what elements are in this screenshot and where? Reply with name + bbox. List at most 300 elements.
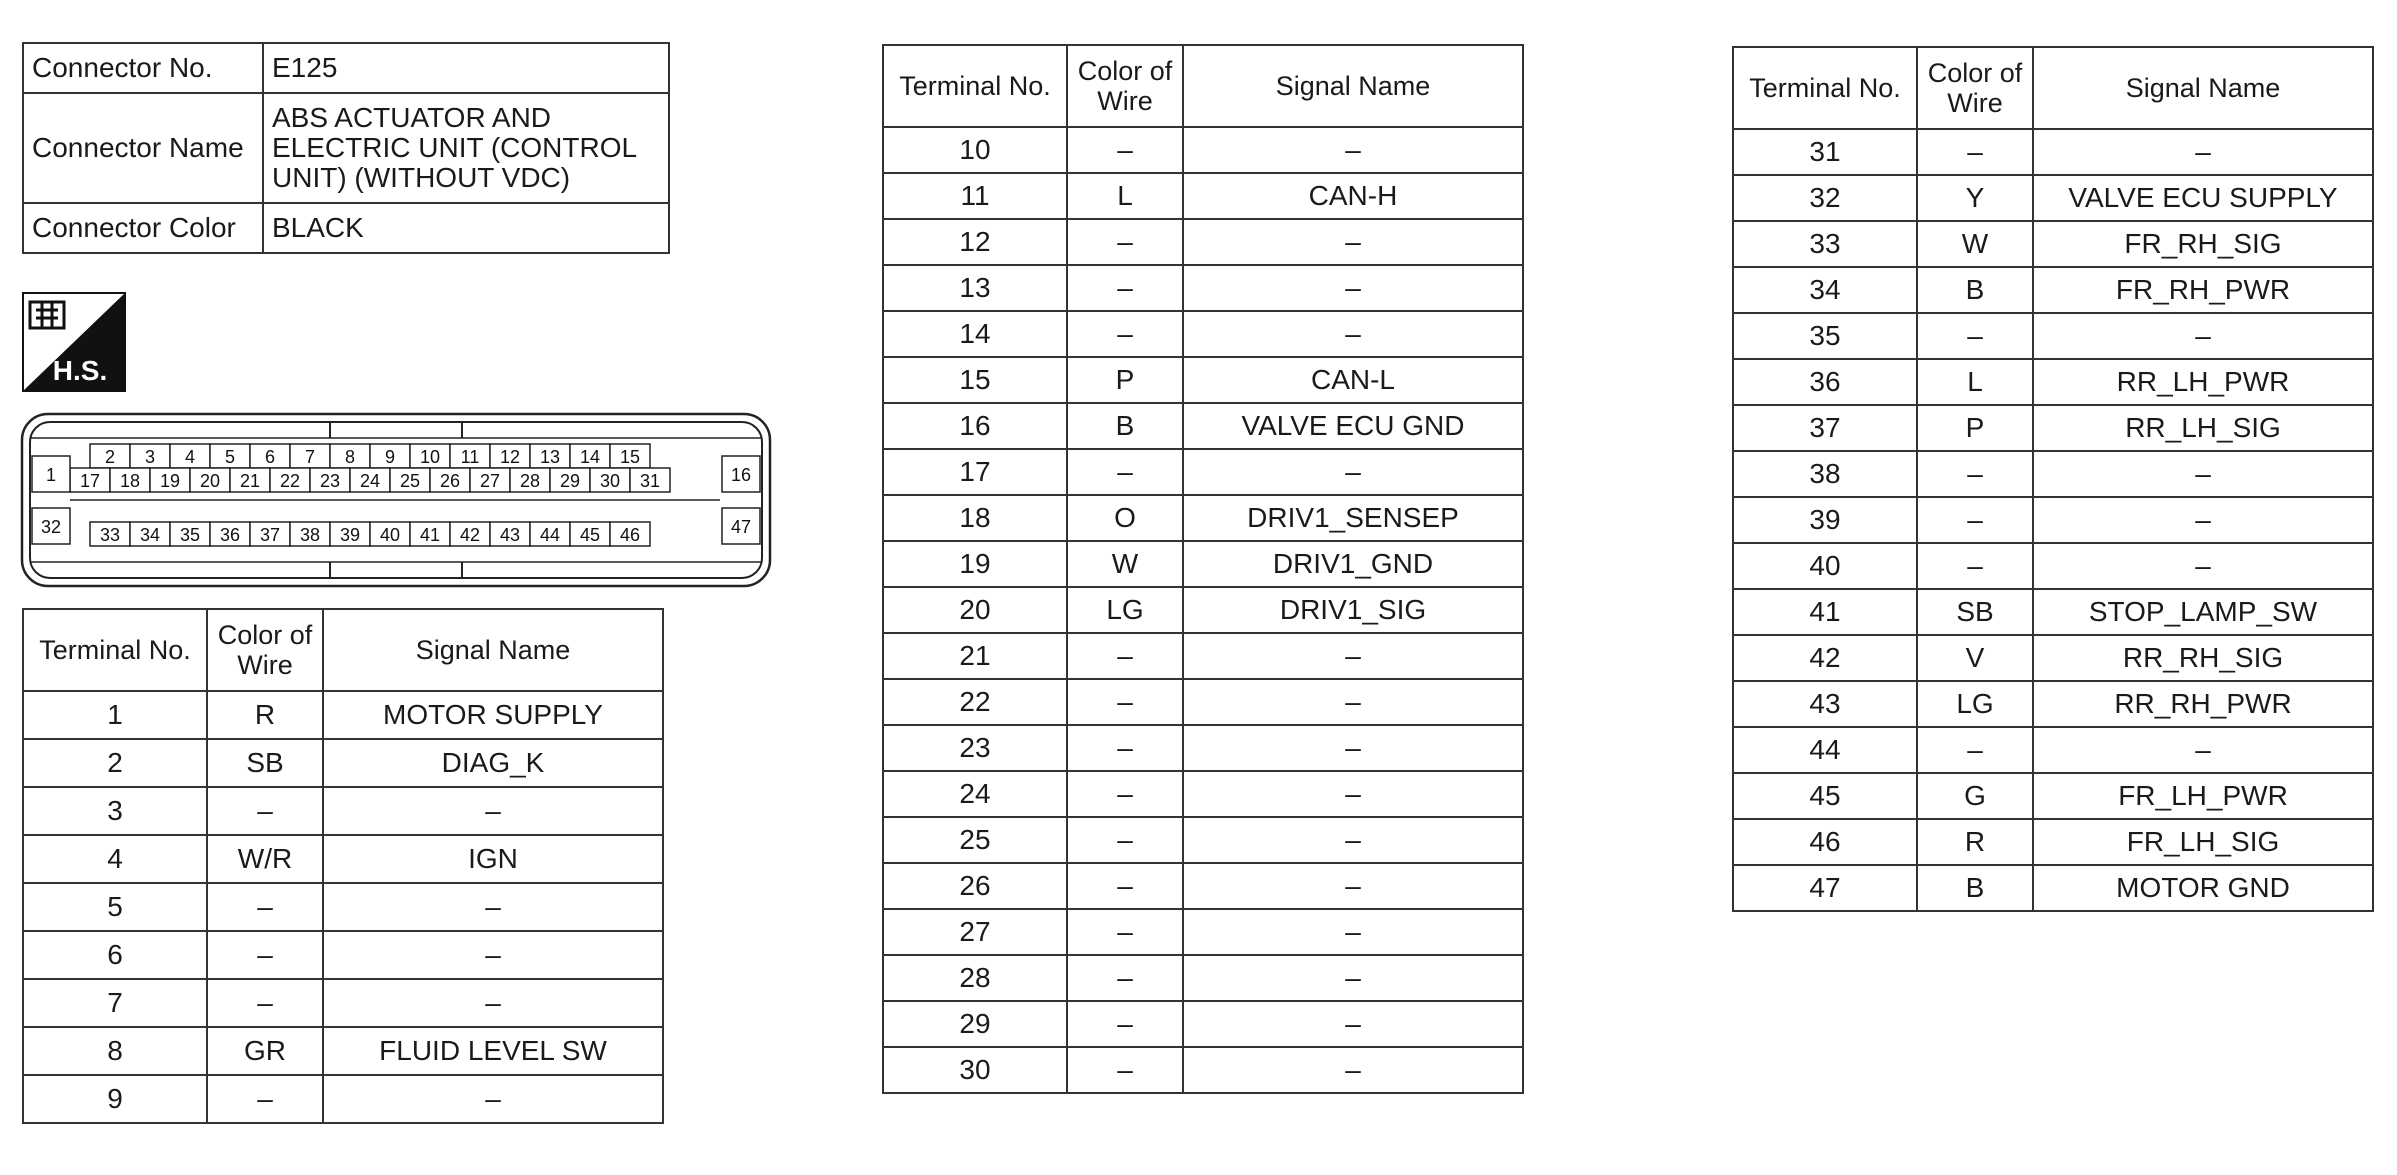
signal-name-cell: – xyxy=(323,883,663,931)
pin-number: 46 xyxy=(619,525,641,545)
pin-number: 44 xyxy=(539,525,561,545)
table-row xyxy=(883,771,1523,817)
wire-color-header: Color of Wire xyxy=(1917,47,2033,129)
signal-name-cell: MOTOR SUPPLY xyxy=(323,691,663,739)
terminal-table-1 xyxy=(22,608,664,1124)
pin-number: 5 xyxy=(224,447,236,467)
terminal-no-cell: 43 xyxy=(1733,681,1917,727)
pin-number: 7 xyxy=(304,447,316,467)
signal-name-cell: VALVE ECU GND xyxy=(1183,403,1523,449)
signal-name-cell: – xyxy=(2033,727,2373,773)
signal-name-cell: – xyxy=(1183,679,1523,725)
pin-number: 23 xyxy=(319,471,341,491)
connector-pin xyxy=(32,456,70,492)
terminal-no-cell: 36 xyxy=(1733,359,1917,405)
terminal-no-cell: 24 xyxy=(883,771,1067,817)
terminal-no-cell: 14 xyxy=(883,311,1067,357)
signal-name-cell: FR_RH_PWR xyxy=(2033,267,2373,313)
table-row xyxy=(883,1001,1523,1047)
table-row xyxy=(1733,635,2373,681)
signal-name-cell: FLUID LEVEL SW xyxy=(323,1027,663,1075)
table-header-row xyxy=(23,609,663,691)
table-header-row xyxy=(883,45,1523,127)
signal-name-cell: – xyxy=(1183,449,1523,495)
wire-color-cell: SB xyxy=(1917,589,2033,635)
table-row xyxy=(883,541,1523,587)
table-row xyxy=(1733,451,2373,497)
connector-name-row xyxy=(23,93,669,203)
wire-color-cell: P xyxy=(1067,357,1183,403)
signal-name-header: Signal Name xyxy=(1183,45,1523,127)
pin-number: 28 xyxy=(519,471,541,491)
wire-color-cell: – xyxy=(207,787,323,835)
wire-color-cell: B xyxy=(1917,865,2033,911)
terminal-no-cell: 15 xyxy=(883,357,1067,403)
terminal-no-cell: 40 xyxy=(1733,543,1917,589)
pin-number: 36 xyxy=(219,525,241,545)
connector-pin xyxy=(510,468,550,492)
terminal-no-cell: 29 xyxy=(883,1001,1067,1047)
pin-number: 16 xyxy=(730,465,752,485)
wire-color-cell: – xyxy=(1067,311,1183,357)
connector-pin xyxy=(610,522,650,546)
table-row xyxy=(883,863,1523,909)
terminal-no-cell: 6 xyxy=(23,931,207,979)
table-row xyxy=(883,265,1523,311)
connector-pin xyxy=(250,522,290,546)
table-row xyxy=(1733,175,2373,221)
connector-pin xyxy=(290,522,330,546)
pin-number: 38 xyxy=(299,525,321,545)
wire-color-header: Color of Wire xyxy=(207,609,323,691)
wire-color-cell: – xyxy=(1067,955,1183,1001)
wire-color-cell: – xyxy=(1067,127,1183,173)
connector-pin xyxy=(490,522,530,546)
pin-number: 40 xyxy=(379,525,401,545)
terminal-no-cell: 20 xyxy=(883,587,1067,633)
signal-name-cell: DRIV1_GND xyxy=(1183,541,1523,587)
terminal-no-cell: 38 xyxy=(1733,451,1917,497)
table-row xyxy=(23,691,663,739)
terminal-no-cell: 47 xyxy=(1733,865,1917,911)
connector-pin xyxy=(610,444,650,468)
table-row xyxy=(23,787,663,835)
terminal-no-cell: 2 xyxy=(23,739,207,787)
signal-name-cell: FR_LH_PWR xyxy=(2033,773,2373,819)
signal-name-cell: – xyxy=(323,787,663,835)
connector-pin xyxy=(90,522,130,546)
wire-color-cell: B xyxy=(1917,267,2033,313)
pin-number: 13 xyxy=(539,447,561,467)
connector-pin xyxy=(70,468,110,492)
signal-name-header: Signal Name xyxy=(323,609,663,691)
table-row xyxy=(883,725,1523,771)
signal-name-cell: – xyxy=(2033,543,2373,589)
wire-color-cell: – xyxy=(1917,451,2033,497)
wire-color-cell: – xyxy=(1067,633,1183,679)
wire-color-cell: – xyxy=(1917,543,2033,589)
signal-name-cell: – xyxy=(1183,817,1523,863)
wire-color-cell: – xyxy=(1067,265,1183,311)
wire-color-cell: O xyxy=(1067,495,1183,541)
connector-pin xyxy=(250,444,290,468)
table-row xyxy=(883,495,1523,541)
pin-number: 22 xyxy=(279,471,301,491)
wire-color-cell: Y xyxy=(1917,175,2033,221)
signal-name-cell: STOP_LAMP_SW xyxy=(2033,589,2373,635)
terminal-no-cell: 30 xyxy=(883,1047,1067,1093)
table-row xyxy=(1733,221,2373,267)
signal-name-cell: DRIV1_SIG xyxy=(1183,587,1523,633)
signal-name-cell: – xyxy=(1183,909,1523,955)
wire-color-cell: – xyxy=(207,883,323,931)
connector-pin xyxy=(570,522,610,546)
signal-name-cell: – xyxy=(1183,771,1523,817)
pin-number: 21 xyxy=(239,471,261,491)
wire-color-cell: L xyxy=(1067,173,1183,219)
pin-number: 10 xyxy=(419,447,441,467)
terminal-no-cell: 1 xyxy=(23,691,207,739)
connector-pin xyxy=(150,468,190,492)
wire-color-cell: – xyxy=(1067,219,1183,265)
pin-number: 42 xyxy=(459,525,481,545)
terminal-no-cell: 4 xyxy=(23,835,207,883)
wire-color-cell: – xyxy=(1067,679,1183,725)
connector-pin xyxy=(290,444,330,468)
pin-number: 26 xyxy=(439,471,461,491)
connector-pin xyxy=(270,468,310,492)
signal-name-cell: – xyxy=(323,979,663,1027)
table-row xyxy=(23,1027,663,1075)
connector-pin xyxy=(310,468,350,492)
connector-pin xyxy=(530,444,570,468)
wire-color-cell: – xyxy=(1067,771,1183,817)
table-header-row xyxy=(1733,47,2373,129)
pin-number: 43 xyxy=(499,525,521,545)
connector-pin xyxy=(590,468,630,492)
signal-name-cell: – xyxy=(1183,265,1523,311)
wire-color-cell: – xyxy=(1067,863,1183,909)
signal-name-cell: RR_RH_PWR xyxy=(2033,681,2373,727)
wire-color-cell: LG xyxy=(1067,587,1183,633)
signal-name-cell: – xyxy=(2033,313,2373,359)
signal-name-cell: CAN-H xyxy=(1183,173,1523,219)
connector-pin xyxy=(330,522,370,546)
wire-color-cell: B xyxy=(1067,403,1183,449)
terminal-no-cell: 17 xyxy=(883,449,1067,495)
table-row xyxy=(883,955,1523,1001)
wire-color-cell: V xyxy=(1917,635,2033,681)
table-row xyxy=(1733,681,2373,727)
pin-number: 32 xyxy=(40,517,62,537)
signal-name-cell: – xyxy=(2033,129,2373,175)
table-row xyxy=(1733,773,2373,819)
pin-number: 4 xyxy=(184,447,196,467)
terminal-no-cell: 46 xyxy=(1733,819,1917,865)
table-row xyxy=(23,835,663,883)
pin-number: 31 xyxy=(639,471,661,491)
pin-number: 8 xyxy=(344,447,356,467)
connector-pin xyxy=(110,468,150,492)
wire-color-cell: – xyxy=(1067,817,1183,863)
terminal-no-cell: 12 xyxy=(883,219,1067,265)
signal-name-cell: – xyxy=(1183,1001,1523,1047)
connector-pin xyxy=(430,468,470,492)
terminal-no-header: Terminal No. xyxy=(1733,47,1917,129)
wire-color-cell: R xyxy=(1917,819,2033,865)
terminal-no-cell: 9 xyxy=(23,1075,207,1123)
terminal-no-cell: 7 xyxy=(23,979,207,1027)
connector-pin xyxy=(130,444,170,468)
table-row xyxy=(883,817,1523,863)
signal-name-cell: – xyxy=(2033,451,2373,497)
pin-number: 41 xyxy=(419,525,441,545)
terminal-no-cell: 22 xyxy=(883,679,1067,725)
wire-color-cell: – xyxy=(1067,1047,1183,1093)
signal-name-header: Signal Name xyxy=(2033,47,2373,129)
pin-number: 27 xyxy=(479,471,501,491)
table-row xyxy=(883,633,1523,679)
terminal-no-header: Terminal No. xyxy=(23,609,207,691)
wire-color-cell: LG xyxy=(1917,681,2033,727)
terminal-no-cell: 41 xyxy=(1733,589,1917,635)
wire-color-cell: – xyxy=(1917,497,2033,543)
pin-number: 30 xyxy=(599,471,621,491)
signal-name-cell: RR_RH_SIG xyxy=(2033,635,2373,681)
connector-no-row xyxy=(23,43,669,93)
terminal-no-cell: 35 xyxy=(1733,313,1917,359)
terminal-no-cell: 42 xyxy=(1733,635,1917,681)
table-row xyxy=(883,127,1523,173)
table-row xyxy=(1733,497,2373,543)
connector-pin xyxy=(410,522,450,546)
wire-color-cell: – xyxy=(1917,129,2033,175)
pin-number: 29 xyxy=(559,471,581,491)
signal-name-cell: IGN xyxy=(323,835,663,883)
table-row xyxy=(23,931,663,979)
table-row xyxy=(883,219,1523,265)
terminal-no-cell: 25 xyxy=(883,817,1067,863)
table-row xyxy=(883,357,1523,403)
table-row xyxy=(23,979,663,1027)
table-row xyxy=(1733,589,2373,635)
terminal-no-cell: 33 xyxy=(1733,221,1917,267)
wire-color-cell: – xyxy=(207,1075,323,1123)
connector-pin xyxy=(450,444,490,468)
table-row xyxy=(1733,313,2373,359)
table-row xyxy=(883,679,1523,725)
connector-pin xyxy=(550,468,590,492)
signal-name-cell: – xyxy=(1183,725,1523,771)
connector-pin xyxy=(630,468,670,492)
table-row xyxy=(1733,819,2373,865)
pin-number: 39 xyxy=(339,525,361,545)
pin-number: 17 xyxy=(79,471,101,491)
wire-color-header: Color of Wire xyxy=(1067,45,1183,127)
table-row xyxy=(1733,405,2373,451)
connector-pin xyxy=(530,522,570,546)
pin-number: 14 xyxy=(579,447,601,467)
terminal-no-cell: 45 xyxy=(1733,773,1917,819)
pin-number: 15 xyxy=(619,447,641,467)
wire-color-cell: – xyxy=(1067,449,1183,495)
table-row xyxy=(1733,543,2373,589)
table-row xyxy=(1733,865,2373,911)
terminal-no-cell: 31 xyxy=(1733,129,1917,175)
table-row xyxy=(883,1047,1523,1093)
signal-name-cell: – xyxy=(323,1075,663,1123)
connector-pin xyxy=(230,468,270,492)
terminal-no-cell: 26 xyxy=(883,863,1067,909)
connector-pin xyxy=(350,468,390,492)
signal-name-cell: RR_LH_SIG xyxy=(2033,405,2373,451)
wire-color-cell: W/R xyxy=(207,835,323,883)
pin-number: 47 xyxy=(730,517,752,537)
terminal-no-cell: 27 xyxy=(883,909,1067,955)
connector-pin xyxy=(370,444,410,468)
terminal-no-cell: 34 xyxy=(1733,267,1917,313)
signal-name-cell: – xyxy=(1183,1047,1523,1093)
connector-face-diagram xyxy=(20,412,772,588)
connector-pin xyxy=(490,444,530,468)
terminal-no-cell: 39 xyxy=(1733,497,1917,543)
connector-name-label: Connector Name xyxy=(23,93,263,203)
wire-color-cell: G xyxy=(1917,773,2033,819)
table-row xyxy=(883,587,1523,633)
connector-info-table xyxy=(22,42,670,254)
terminal-table-3 xyxy=(1732,46,2374,912)
pin-number: 3 xyxy=(144,447,156,467)
table-row xyxy=(883,403,1523,449)
wire-color-cell: SB xyxy=(207,739,323,787)
terminal-no-cell: 21 xyxy=(883,633,1067,679)
table-row xyxy=(883,173,1523,219)
pin-number: 33 xyxy=(99,525,121,545)
connector-pin xyxy=(90,444,130,468)
pin-number: 12 xyxy=(499,447,521,467)
table-row xyxy=(883,311,1523,357)
signal-name-cell: FR_LH_SIG xyxy=(2033,819,2373,865)
table-row xyxy=(883,909,1523,955)
wire-color-cell: – xyxy=(207,931,323,979)
badge-text: H.S. xyxy=(52,355,108,386)
signal-name-cell: DIAG_K xyxy=(323,739,663,787)
pin-number: 9 xyxy=(384,447,396,467)
connector-pin xyxy=(450,522,490,546)
terminal-no-cell: 10 xyxy=(883,127,1067,173)
wire-color-cell: – xyxy=(207,979,323,1027)
terminal-no-cell: 23 xyxy=(883,725,1067,771)
signal-name-cell: – xyxy=(2033,497,2373,543)
wire-color-cell: W xyxy=(1917,221,2033,267)
connector-pin xyxy=(330,444,370,468)
terminal-no-cell: 44 xyxy=(1733,727,1917,773)
terminal-no-cell: 3 xyxy=(23,787,207,835)
terminal-no-cell: 16 xyxy=(883,403,1067,449)
wire-color-cell: P xyxy=(1917,405,2033,451)
wire-color-cell: – xyxy=(1067,725,1183,771)
pin-number: 1 xyxy=(45,465,57,485)
terminal-no-cell: 11 xyxy=(883,173,1067,219)
connector-color-row xyxy=(23,203,669,253)
wire-color-cell: R xyxy=(207,691,323,739)
pin-number: 6 xyxy=(264,447,276,467)
terminal-no-cell: 28 xyxy=(883,955,1067,1001)
signal-name-cell: – xyxy=(1183,127,1523,173)
table-row xyxy=(1733,359,2373,405)
connector-pin xyxy=(570,444,610,468)
pin-number: 25 xyxy=(399,471,421,491)
connector-pin xyxy=(722,456,760,492)
terminal-no-cell: 19 xyxy=(883,541,1067,587)
connector-name-value: ABS ACTUATOR AND ELECTRIC UNIT (CONTROL UNIT) (WITHOUT VDC) xyxy=(263,93,669,203)
signal-name-cell: – xyxy=(1183,219,1523,265)
pin-number: 11 xyxy=(460,447,480,467)
table-row xyxy=(23,739,663,787)
signal-name-cell: DRIV1_SENSEP xyxy=(1183,495,1523,541)
pin-number: 19 xyxy=(159,471,181,491)
connector-pin xyxy=(170,522,210,546)
signal-name-cell: – xyxy=(1183,955,1523,1001)
terminal-no-cell: 37 xyxy=(1733,405,1917,451)
pin-number: 37 xyxy=(259,525,281,545)
pin-number: 20 xyxy=(199,471,221,491)
connector-pin xyxy=(390,468,430,492)
table-row xyxy=(1733,129,2373,175)
pin-number: 24 xyxy=(359,471,381,491)
signal-name-cell: – xyxy=(323,931,663,979)
connector-pin xyxy=(170,444,210,468)
table-row xyxy=(23,1075,663,1123)
pin-number: 18 xyxy=(119,471,141,491)
connector-no-label: Connector No. xyxy=(23,43,263,93)
harness-side-badge xyxy=(22,292,126,392)
connector-no-value: E125 xyxy=(263,43,669,93)
terminal-no-header: Terminal No. xyxy=(883,45,1067,127)
wire-color-cell: W xyxy=(1067,541,1183,587)
connector-pin xyxy=(410,444,450,468)
table-row xyxy=(23,883,663,931)
pin-number: 2 xyxy=(104,447,116,467)
terminal-table-2 xyxy=(882,44,1524,1094)
terminal-no-cell: 13 xyxy=(883,265,1067,311)
wire-color-cell: – xyxy=(1067,909,1183,955)
pin-number: 45 xyxy=(579,525,601,545)
connector-color-value: BLACK xyxy=(263,203,669,253)
connector-pin xyxy=(210,444,250,468)
terminal-no-cell: 5 xyxy=(23,883,207,931)
signal-name-cell: – xyxy=(1183,633,1523,679)
connector-pin xyxy=(370,522,410,546)
pin-number: 34 xyxy=(139,525,161,545)
terminal-no-cell: 18 xyxy=(883,495,1067,541)
connector-pin xyxy=(130,522,170,546)
wire-color-cell: GR xyxy=(207,1027,323,1075)
connector-color-label: Connector Color xyxy=(23,203,263,253)
signal-name-cell: FR_RH_SIG xyxy=(2033,221,2373,267)
signal-name-cell: – xyxy=(1183,311,1523,357)
signal-name-cell: MOTOR GND xyxy=(2033,865,2373,911)
pin-layer xyxy=(32,444,760,546)
connector-pin xyxy=(190,468,230,492)
signal-name-cell: VALVE ECU SUPPLY xyxy=(2033,175,2373,221)
wire-color-cell: – xyxy=(1917,727,2033,773)
connector-pin xyxy=(470,468,510,492)
terminal-no-cell: 32 xyxy=(1733,175,1917,221)
wire-color-cell: L xyxy=(1917,359,2033,405)
terminal-no-cell: 8 xyxy=(23,1027,207,1075)
signal-name-cell: CAN-L xyxy=(1183,357,1523,403)
